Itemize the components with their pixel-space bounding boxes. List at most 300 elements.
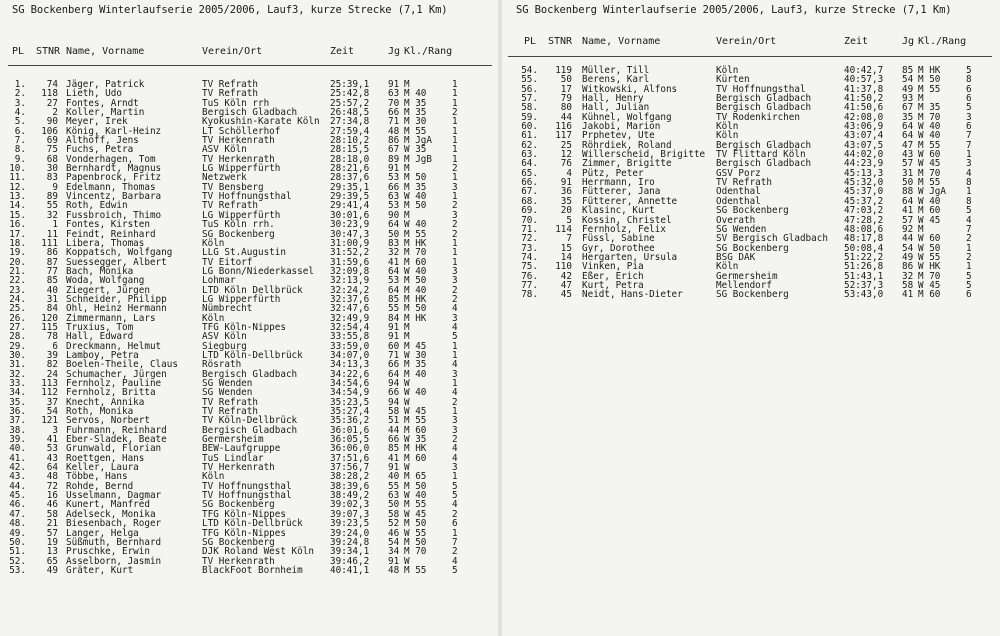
- header-name: Name, Vorname: [582, 36, 661, 47]
- cell-pl: 33.: [9, 378, 26, 389]
- cell-stnr: 27: [46, 97, 58, 109]
- cell-stnr: 110: [555, 261, 572, 273]
- cell-jg: 31: [902, 167, 914, 179]
- cell-jg: 93: [902, 93, 914, 105]
- cell-name: Roth, Monika: [66, 406, 134, 418]
- cell-stnr: 112: [41, 387, 58, 399]
- cell-verein: Bergisch Gladbach: [716, 102, 812, 114]
- cell-pl: 32.: [9, 368, 26, 380]
- cell-klasse: W 40: [918, 130, 941, 142]
- cell-klasse: W: [404, 396, 410, 408]
- cell-rang: 3: [966, 111, 972, 123]
- cell-name: Klasinc, Kurt: [582, 205, 655, 217]
- cell-klasse: M: [404, 163, 410, 175]
- cell-name: Zimmer, Brigitte: [582, 158, 672, 170]
- cell-jg: 60: [388, 340, 400, 352]
- page-title: SG Bockenberg Winterlaufserie 2005/2006, Lauf3, kurze Strecke (7,1 Km): [12, 4, 448, 16]
- cell-verein: Kyokushin-Karate Köln: [202, 116, 320, 128]
- cell-jg: 67: [388, 144, 400, 156]
- cell-jg: 44: [388, 424, 400, 436]
- cell-klasse: W 40: [404, 191, 427, 203]
- cell-stnr: 83: [46, 172, 58, 184]
- cell-klasse: M 55: [404, 499, 427, 511]
- cell-pl: 73.: [521, 242, 538, 254]
- cell-jg: 58: [388, 508, 400, 520]
- cell-pl: 63.: [521, 149, 538, 161]
- cell-pl: 18.: [9, 237, 26, 249]
- cell-zeit: 31:59,6: [330, 256, 370, 268]
- cell-zeit: 41:50,2: [844, 93, 884, 105]
- cell-klasse: M JgB: [404, 153, 432, 165]
- cell-pl: 1.: [14, 79, 26, 90]
- cell-stnr: 46: [46, 499, 58, 511]
- cell-rang: 3: [452, 424, 458, 436]
- cell-rang: 8: [966, 74, 972, 86]
- cell-zeit: 36:01,6: [330, 424, 370, 436]
- cell-zeit: 40:41,1: [330, 564, 370, 576]
- cell-rang: 1: [452, 153, 458, 165]
- cell-name: Hall, Henry: [582, 93, 644, 105]
- cell-rang: 8: [966, 195, 972, 207]
- cell-jg: 64: [388, 368, 400, 380]
- cell-rang: 4: [966, 167, 972, 179]
- cell-pl: 44.: [9, 480, 26, 492]
- cell-klasse: M 30: [404, 116, 427, 128]
- cell-zeit: 28:15,5: [330, 144, 370, 156]
- cell-pl: 76.: [521, 270, 538, 282]
- cell-name: Zimmermann, Lars: [66, 312, 156, 324]
- cell-klasse: M 70: [918, 111, 941, 123]
- cell-pl: 31.: [9, 359, 26, 371]
- cell-name: Adelseck, Monika: [66, 508, 156, 520]
- cell-zeit: 43:07,4: [844, 130, 884, 142]
- cell-verein: TV Köln-Dellbrück: [202, 415, 298, 427]
- cell-name: Libera, Thomas: [66, 237, 145, 249]
- cell-name: Suessegger, Albert: [66, 256, 167, 268]
- cell-rang: 8: [966, 177, 972, 189]
- cell-name: Fernholz, Felix: [582, 223, 666, 235]
- cell-klasse: W 45: [918, 279, 941, 291]
- cell-rang: 2: [452, 163, 458, 175]
- cell-name: Bach, Monika: [66, 265, 134, 277]
- cell-verein: SG Bockenberg: [716, 289, 789, 301]
- cell-jg: 91: [388, 555, 400, 567]
- cell-rang: 2: [452, 228, 458, 240]
- cell-verein: SG Bockenberg: [202, 536, 275, 548]
- cell-zeit: 25:42,8: [330, 88, 370, 100]
- cell-pl: 22.: [9, 275, 26, 287]
- cell-name: Lieth, Udo: [66, 88, 122, 100]
- header-pl: PL: [524, 36, 537, 47]
- cell-klasse: M 40: [404, 284, 427, 296]
- cell-stnr: 2: [52, 107, 58, 119]
- cell-verein: LG Wipperfürth: [202, 293, 281, 305]
- cell-pl: 27.: [9, 321, 26, 333]
- header-jg: Jg: [902, 36, 915, 47]
- cell-pl: 50.: [9, 536, 26, 548]
- cell-jg: 47: [902, 139, 914, 151]
- cell-stnr: 121: [41, 415, 58, 427]
- cell-rang: 3: [452, 209, 458, 221]
- cell-rang: 1: [452, 88, 458, 100]
- cell-klasse: M: [918, 223, 924, 235]
- cell-rang: 6: [452, 518, 458, 530]
- cell-jg: 34: [388, 546, 400, 558]
- cell-klasse: W: [404, 555, 410, 567]
- cell-name: Lamboy, Petra: [66, 349, 139, 361]
- cell-klasse: M 70: [918, 270, 941, 282]
- cell-rang: 2: [452, 200, 458, 212]
- cell-klasse: M: [404, 209, 410, 221]
- cell-rang: 3: [452, 275, 458, 287]
- cell-jg: 66: [388, 434, 400, 446]
- cell-pl: 36.: [9, 406, 26, 418]
- cell-zeit: 37:51,6: [330, 452, 370, 464]
- cell-zeit: 29:41,4: [330, 200, 370, 212]
- cell-zeit: 35:23,5: [330, 396, 370, 408]
- cell-rang: 2: [452, 107, 458, 119]
- header-kl-rang: Kl./Rang: [404, 46, 453, 57]
- cell-klasse: M 60: [918, 289, 941, 301]
- cell-klasse: M 70: [404, 247, 427, 259]
- cell-name: Jakobi, Marion: [582, 121, 661, 133]
- cell-pl: 54.: [521, 65, 538, 76]
- cell-zeit: 39:34,1: [330, 546, 370, 558]
- cell-klasse: M 50: [918, 74, 941, 86]
- cell-verein: LTD Köln Dellbrück: [202, 284, 303, 296]
- cell-name: Willerscheid, Brigitte: [582, 149, 706, 161]
- cell-pl: 77.: [521, 279, 538, 291]
- cell-jg: 91: [388, 321, 400, 333]
- cell-verein: TV Herkenrath: [202, 135, 275, 147]
- cell-rang: 2: [966, 233, 972, 245]
- cell-klasse: M 50: [404, 172, 427, 184]
- cell-stnr: 44: [560, 111, 572, 123]
- cell-verein: TV Eitorf: [202, 256, 253, 268]
- cell-rang: 4: [452, 359, 458, 371]
- cell-klasse: W 55: [918, 251, 941, 263]
- cell-verein: TV Hoffnungsthal: [202, 490, 292, 502]
- cell-rang: 3: [966, 158, 972, 170]
- header-kl-rang: Kl./Rang: [918, 36, 967, 47]
- cell-stnr: 78: [46, 331, 58, 343]
- cell-rang: 1: [452, 144, 458, 156]
- header-verein: Verein/Ort: [202, 46, 263, 57]
- cell-name: Schumacher, Jürgen: [66, 368, 167, 380]
- cell-rang: 1: [452, 79, 458, 90]
- cell-klasse: M HK: [404, 237, 427, 249]
- cell-klasse: M 35: [918, 102, 941, 114]
- cell-name: Hall, Edward: [66, 331, 134, 343]
- cell-verein: LG Bonn/Niederkassel: [202, 265, 314, 277]
- cell-rang: 1: [452, 378, 458, 389]
- cell-name: Vinken, Pia: [582, 261, 644, 273]
- cell-zeit: 29:39,5: [330, 191, 370, 203]
- header-stnr: STNR: [36, 46, 61, 57]
- cell-verein: Rösrath: [202, 359, 242, 371]
- cell-jg: 57: [902, 214, 914, 226]
- cell-pl: 34.: [9, 387, 26, 399]
- cell-zeit: 36:06,0: [330, 443, 370, 455]
- cell-verein: TV Herkenrath: [202, 462, 275, 474]
- cell-name: Eßer, Erich: [582, 270, 644, 282]
- cell-zeit: 32:49,9: [330, 312, 370, 324]
- cell-stnr: 84: [46, 303, 58, 315]
- cell-pl: 75.: [521, 261, 538, 273]
- cell-zeit: 51:22,2: [844, 251, 884, 263]
- cell-verein: Siegburg: [202, 340, 247, 352]
- cell-rang: 1: [452, 237, 458, 249]
- cell-pl: 51.: [9, 546, 26, 558]
- cell-zeit: 33:59,0: [330, 340, 370, 352]
- cell-klasse: M 50: [404, 303, 427, 315]
- cell-stnr: 117: [555, 130, 572, 142]
- cell-jg: 92: [902, 223, 914, 235]
- cell-name: Keller, Laura: [66, 462, 139, 474]
- cell-klasse: M 65: [404, 471, 427, 483]
- cell-verein: LG Wipperfürth: [202, 209, 281, 221]
- cell-name: Langer, Helga: [66, 527, 139, 539]
- cell-zeit: 32:09,8: [330, 265, 370, 277]
- cell-stnr: 45: [560, 289, 572, 301]
- cell-zeit: 44:02,0: [844, 149, 884, 161]
- cell-name: Meyer, Irek: [66, 116, 128, 128]
- cell-klasse: W 55: [404, 527, 427, 539]
- cell-zeit: 34:54,6: [330, 378, 370, 389]
- cell-rang: 1: [452, 340, 458, 352]
- cell-rang: 4: [452, 387, 458, 399]
- cell-verein: BSG DAK: [716, 251, 756, 263]
- cell-rang: 6: [966, 121, 972, 133]
- cell-verein: Germersheim: [202, 434, 264, 446]
- cell-jg: 86: [902, 261, 914, 273]
- cell-klasse: W 35: [404, 434, 427, 446]
- cell-stnr: 40: [46, 284, 58, 296]
- cell-zeit: 40:42,7: [844, 65, 884, 76]
- cell-rang: 3: [452, 462, 458, 474]
- cell-pl: 26.: [9, 312, 26, 324]
- cell-verein: Lohmar: [202, 275, 236, 287]
- cell-jg: 41: [388, 452, 400, 464]
- cell-verein: BEW-Laufgruppe: [202, 443, 281, 455]
- cell-rang: 1: [452, 349, 458, 361]
- cell-klasse: W 40: [404, 219, 427, 231]
- cell-stnr: 41: [46, 434, 58, 446]
- cell-pl: 55.: [521, 74, 538, 86]
- cell-jg: 48: [388, 564, 400, 576]
- cell-zeit: 45:37,0: [844, 186, 884, 198]
- cell-name: Fuhrmann, Reinhard: [66, 424, 167, 436]
- cell-stnr: 3: [52, 424, 58, 436]
- cell-name: Schneider, Philipp: [66, 293, 167, 305]
- cell-jg: 94: [388, 396, 400, 408]
- cell-name: Kühnel, Wolfgang: [582, 111, 672, 123]
- cell-jg: 55: [388, 303, 400, 315]
- cell-name: Woda, Wolfgang: [66, 275, 145, 287]
- cell-verein: TV Refrath: [202, 406, 258, 418]
- cell-rang: 7: [966, 223, 972, 235]
- cell-stnr: 72: [46, 480, 58, 492]
- cell-rang: 4: [452, 555, 458, 567]
- cell-jg: 52: [388, 518, 400, 530]
- cell-zeit: 48:08,6: [844, 223, 884, 235]
- cell-pl: 12.: [9, 181, 26, 193]
- cell-rang: 1: [452, 256, 458, 268]
- cell-stnr: 16: [46, 490, 58, 502]
- cell-jg: 40: [388, 471, 400, 483]
- header-divider: [508, 56, 992, 57]
- cell-verein: DJK Roland West Köln: [202, 546, 314, 558]
- cell-jg: 32: [388, 247, 400, 259]
- cell-rang: 1: [452, 406, 458, 418]
- cell-verein: LTD Köln-Dellbrück: [202, 349, 303, 361]
- cell-pl: 43.: [9, 471, 26, 483]
- cell-rang: 2: [452, 546, 458, 558]
- cell-klasse: W 40: [918, 121, 941, 133]
- cell-stnr: 21: [46, 518, 58, 530]
- cell-verein: Köln: [202, 237, 225, 249]
- cell-stnr: 118: [41, 88, 58, 100]
- cell-stnr: 19: [46, 536, 58, 548]
- cell-rang: 2: [966, 251, 972, 263]
- cell-name: Edelmann, Thomas: [66, 181, 156, 193]
- cell-zeit: 45:32,0: [844, 177, 884, 189]
- cell-zeit: 28:18,0: [330, 153, 370, 165]
- cell-zeit: 38:39,6: [330, 480, 370, 492]
- cell-rang: 3: [452, 181, 458, 193]
- cell-rang: 1: [452, 135, 458, 147]
- cell-zeit: 28:10,2: [330, 135, 370, 147]
- cell-name: Fütterer, Jana: [582, 186, 661, 198]
- header-name: Name, Vorname: [66, 46, 145, 57]
- cell-zeit: 30:01,6: [330, 209, 370, 221]
- cell-verein: TV Hoffnungsthal: [202, 480, 292, 492]
- cell-zeit: 25:57,2: [330, 97, 370, 109]
- cell-klasse: M HK: [404, 293, 427, 305]
- cell-name: Grunwald, Florian: [66, 443, 162, 455]
- cell-rang: 5: [966, 65, 972, 76]
- cell-zeit: 48:17,8: [844, 233, 884, 245]
- cell-pl: 37.: [9, 415, 26, 427]
- cell-stnr: 54: [46, 406, 58, 418]
- cell-klasse: M 50: [404, 518, 427, 530]
- cell-name: Servos, Norbert: [66, 415, 150, 427]
- cell-jg: 50: [902, 177, 914, 189]
- cell-zeit: 32:54,4: [330, 321, 370, 333]
- cell-klasse: W 40: [918, 195, 941, 207]
- cell-stnr: 115: [41, 321, 58, 333]
- cell-stnr: 80: [560, 102, 572, 114]
- cell-name: Rohde, Bernd: [66, 480, 134, 492]
- cell-klasse: W 40: [404, 387, 427, 399]
- cell-stnr: 15: [560, 242, 572, 254]
- cell-jg: 64: [388, 284, 400, 296]
- cell-verein: TuS Köln rrh: [202, 97, 270, 109]
- cell-klasse: M JgA: [404, 135, 432, 147]
- cell-jg: 91: [388, 331, 400, 343]
- cell-jg: 85: [388, 293, 400, 305]
- cell-verein: SG Bockenberg: [716, 242, 789, 254]
- cell-pl: 39.: [9, 434, 26, 446]
- cell-pl: 21.: [9, 265, 26, 277]
- cell-klasse: M 60: [404, 424, 427, 436]
- cell-klasse: M 55: [918, 177, 941, 189]
- cell-rang: 1: [452, 116, 458, 128]
- cell-verein: Köln: [202, 312, 225, 324]
- cell-pl: 70.: [521, 214, 538, 226]
- cell-name: Berens, Karl: [582, 74, 650, 86]
- cell-jg: 64: [902, 121, 914, 133]
- cell-name: Fussbroich, Thimo: [66, 209, 162, 221]
- cell-stnr: 87: [46, 256, 58, 268]
- cell-stnr: 53: [46, 443, 58, 455]
- cell-stnr: 43: [46, 452, 58, 464]
- cell-zeit: 26:48,5: [330, 107, 370, 119]
- cell-jg: 50: [388, 499, 400, 511]
- cell-pl: 68.: [521, 195, 538, 207]
- cell-jg: 84: [388, 312, 400, 324]
- cell-jg: 85: [902, 65, 914, 76]
- cell-pl: 9.: [14, 153, 26, 165]
- cell-verein: BlackFoot Bornheim: [202, 564, 303, 576]
- cell-pl: 20.: [9, 256, 26, 268]
- cell-verein: SG Wenden: [202, 378, 253, 389]
- cell-stnr: 91: [560, 177, 572, 189]
- cell-klasse: W 50: [918, 242, 941, 254]
- cell-stnr: 30: [46, 163, 58, 175]
- cell-pl: 45.: [9, 490, 26, 502]
- header-jg: Jg: [388, 46, 401, 57]
- cell-pl: 56.: [521, 83, 538, 95]
- cell-verein: TuS Lindlar: [202, 452, 264, 464]
- cell-jg: 48: [388, 125, 400, 137]
- results-list: [0, 80, 500, 575]
- cell-pl: 46.: [9, 499, 26, 511]
- cell-rang: 1: [452, 172, 458, 184]
- cell-pl: 72.: [521, 233, 538, 245]
- cell-name: Hergarten, Ursula: [582, 251, 678, 263]
- cell-klasse: M 45: [404, 340, 427, 352]
- cell-verein: LG Wipperfürth: [202, 163, 281, 175]
- cell-jg: 46: [388, 527, 400, 539]
- cell-rang: 2: [452, 284, 458, 296]
- header-verein: Verein/Ort: [716, 36, 777, 47]
- cell-verein: Odenthal: [716, 186, 761, 198]
- cell-klasse: W 60: [918, 149, 941, 161]
- cell-stnr: 90: [46, 116, 58, 128]
- cell-verein: Netzwerk: [202, 172, 247, 184]
- cell-stnr: 79: [560, 93, 572, 105]
- cell-stnr: 14: [560, 251, 572, 263]
- cell-jg: 64: [902, 130, 914, 142]
- cell-pl: 74.: [521, 251, 538, 263]
- cell-rang: 1: [452, 125, 458, 137]
- cell-jg: 64: [388, 265, 400, 277]
- cell-jg: 41: [388, 256, 400, 268]
- cell-verein: Bergisch Gladbach: [202, 107, 298, 119]
- cell-pl: 25.: [9, 303, 26, 315]
- cell-pl: 61.: [521, 130, 538, 142]
- cell-pl: 60.: [521, 121, 538, 133]
- results-list: [500, 66, 1000, 300]
- cell-pl: 49.: [9, 527, 26, 539]
- cell-stnr: 64: [46, 462, 58, 474]
- cell-jg: 58: [902, 279, 914, 291]
- cell-zeit: 45:13,3: [844, 167, 884, 179]
- cell-jg: 32: [902, 270, 914, 282]
- cell-name: Althoff, Jens: [66, 135, 139, 147]
- cell-zeit: 29:35,1: [330, 181, 370, 193]
